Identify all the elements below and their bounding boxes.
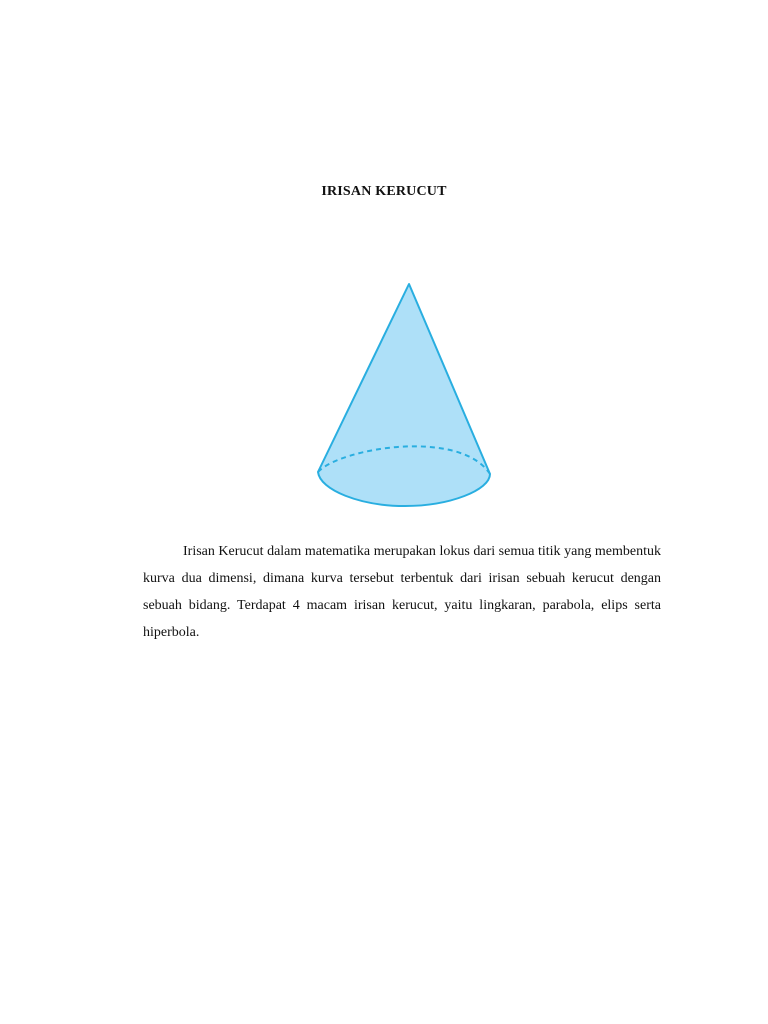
cone-illustration bbox=[310, 278, 500, 514]
page-title: IRISAN KERUCUT bbox=[321, 184, 447, 199]
cone-figure bbox=[310, 278, 500, 514]
cone-body bbox=[318, 284, 490, 506]
body-paragraph: Irisan Kerucut dalam matematika merupakan lokus dari semua titik yang membentuk kurva dua dimensi, dimana kurva tersebut terbentuk dari irisan sebuah kerucut dengan sebuah bidang. Terdapat 4 macam irisan kerucut, yaitu lingkaran, parabola, elips serta hiperbola. bbox=[143, 544, 661, 640]
